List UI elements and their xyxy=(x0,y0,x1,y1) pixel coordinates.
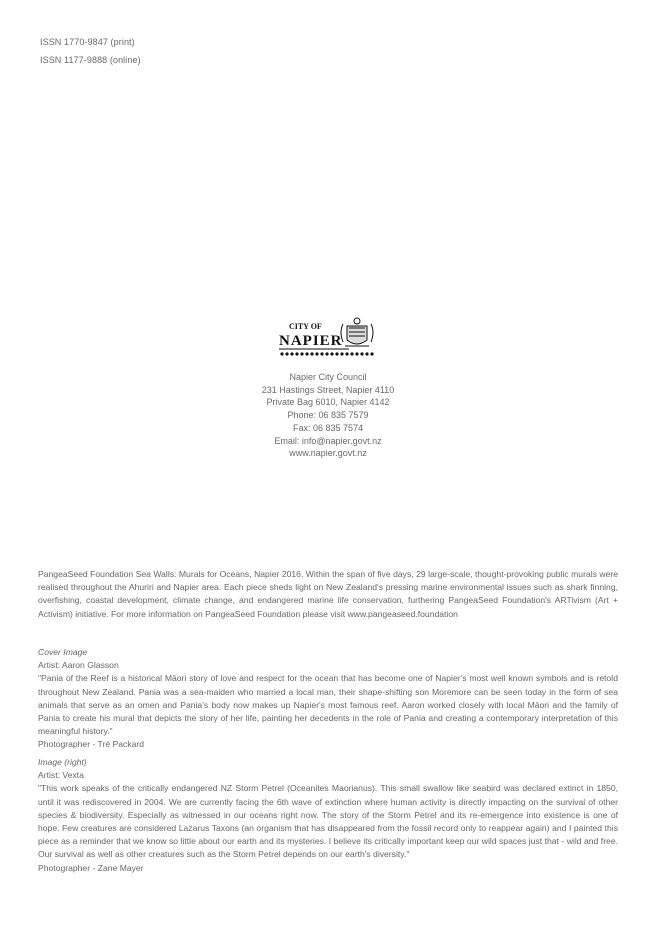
logo-napier-text: NAPIER xyxy=(279,333,343,349)
about-section xyxy=(38,568,618,621)
image-right-photographer: Photographer - Zane Mayer xyxy=(38,862,144,873)
image-right-section xyxy=(38,756,618,875)
council-phone: Phone: 06 835 7579 xyxy=(287,410,369,421)
council-website: www.napier.govt.nz xyxy=(289,448,367,459)
image-right-artist: Artist: Vexta xyxy=(38,770,84,781)
image-right-heading: Image (right) xyxy=(38,757,87,767)
council-email: Email: info@napier.govt.nz xyxy=(274,435,382,446)
cover-image-section xyxy=(38,646,618,752)
issn-online: ISSN 1177-9888 (online) xyxy=(40,55,141,65)
cover-image-artist: Artist: Aaron Glasson xyxy=(38,660,119,671)
image-right-description: "This work speaks of the critically endangered NZ Storm Petrel (Oceanites Maorianus). This small swallow like seabird was declared extinct in 1850, until it was rediscovered in 2004. We are currently facing the 6th wave of extinction where human activity is directly impacting on the survival of other species & biodiversity. Especially as witnessed in our oceans right now. The story of the Storm Petrel and its re-emergence into existence is one of hope. Few creatures are considered Lazarus Taxons (an organism that has disappeared from the fossil record only to reappear again) and I painted this piece as a reminder that we know so little about our earth and its mysteries. I believe its critically important keep our wild spaces just that - wild and free. Our survival as well as other creatures such as the Storm Petrel depends on our earth's diversity." xyxy=(38,783,618,860)
council-fax: Fax: 06 835 7574 xyxy=(292,422,364,433)
council-street-address: 231 Hastings Street, Napier 4110 xyxy=(261,384,395,395)
cover-image-heading: Cover Image xyxy=(38,647,88,657)
cover-image-description: "Pania of the Reef is a historical Māori story of love and respect for the ocean that has become one of Napier's most well known symbols and is retold throughout New Zealand. Pania was a sea-maiden who married a local man, their shape-shifting son Moremore can be seen today in the form of sea animals that serve as an omen and Pania's body now makes up Napier's most famous reef. Aaron worked closely with local Māori and the family of Pania to create his mural that depicts the story of her life, painting her decedents in the role of Pania and creating a contemporary interpretation of this meaningful history." xyxy=(38,673,618,737)
logo-city-of-text: CITY OF xyxy=(289,322,322,331)
about-paragraph: PangeaSeed Foundation Sea Walls: Murals for Oceans, Napier 2016. Within the span of five days, 29 large-scale, thought-provoking public murals were realised throughout the Ahuriri and Napier area. Each piece sheds light on New Zealand's pressing marine environmental issues such as shark finning, overfishing, coastal development, climate change, and endangered marine life conservation, furthering PangeaSeed Foundation's ARTivism (Art + Activism) initiative. For more information on PangeaSeed Foundation please visit www.pangeaseed.foundation xyxy=(38,569,618,619)
issn-print: ISSN 1770-9847 (print) xyxy=(40,37,135,47)
coat-of-arms-icon xyxy=(341,318,373,346)
council-address xyxy=(0,371,656,460)
council-private-bag: Private Bag 6010, Napier 4142 xyxy=(266,397,390,408)
council-block xyxy=(0,316,656,460)
council-name: Napier City Council xyxy=(289,372,367,382)
napier-city-logo xyxy=(277,316,379,362)
cover-image-photographer: Photographer - Tré Packard xyxy=(38,739,145,750)
